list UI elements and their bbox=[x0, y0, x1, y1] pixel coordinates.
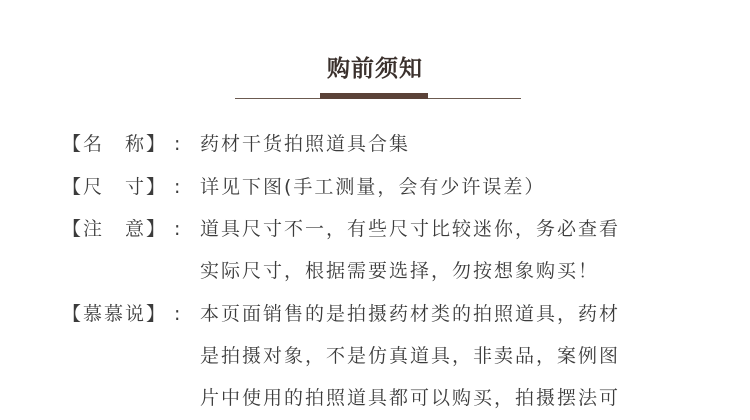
row-value: 道具尺寸不一，有些尺寸比较迷你，务必查看 bbox=[200, 218, 621, 240]
info-row-remark bbox=[62, 302, 620, 326]
info-row-name bbox=[62, 132, 410, 156]
row-value: 详见下图(手工测量，会有少许误差） bbox=[200, 176, 546, 198]
info-row-size bbox=[62, 175, 545, 199]
row-colon: : bbox=[174, 176, 183, 198]
row-colon: : bbox=[174, 133, 183, 155]
row-colon: : bbox=[174, 218, 183, 240]
row-label: 【尺 寸】 bbox=[62, 176, 168, 198]
row-label: 【注 意】 bbox=[62, 218, 168, 240]
row-label: 【慕慕说】 bbox=[62, 303, 168, 325]
row-value-continuation: 实际尺寸，根据需要选择，勿按想象购买！ bbox=[200, 260, 600, 282]
title-underline-accent bbox=[320, 93, 428, 99]
row-value: 本页面销售的是拍摄药材类的拍照道具，药材 bbox=[200, 303, 621, 325]
page-title: 购前须知 bbox=[327, 56, 423, 82]
info-row-notice bbox=[62, 217, 620, 241]
row-value-continuation: 片中使用的拍照道具都可以购买，拍摄摆法可 bbox=[200, 387, 621, 409]
row-value-continuation: 是拍摄对象，不是仿真道具，非卖品，案例图 bbox=[200, 345, 621, 367]
row-value: 药材干货拍照道具合集 bbox=[200, 133, 411, 155]
row-label: 【名 称】 bbox=[62, 133, 168, 155]
row-colon: : bbox=[174, 303, 183, 325]
